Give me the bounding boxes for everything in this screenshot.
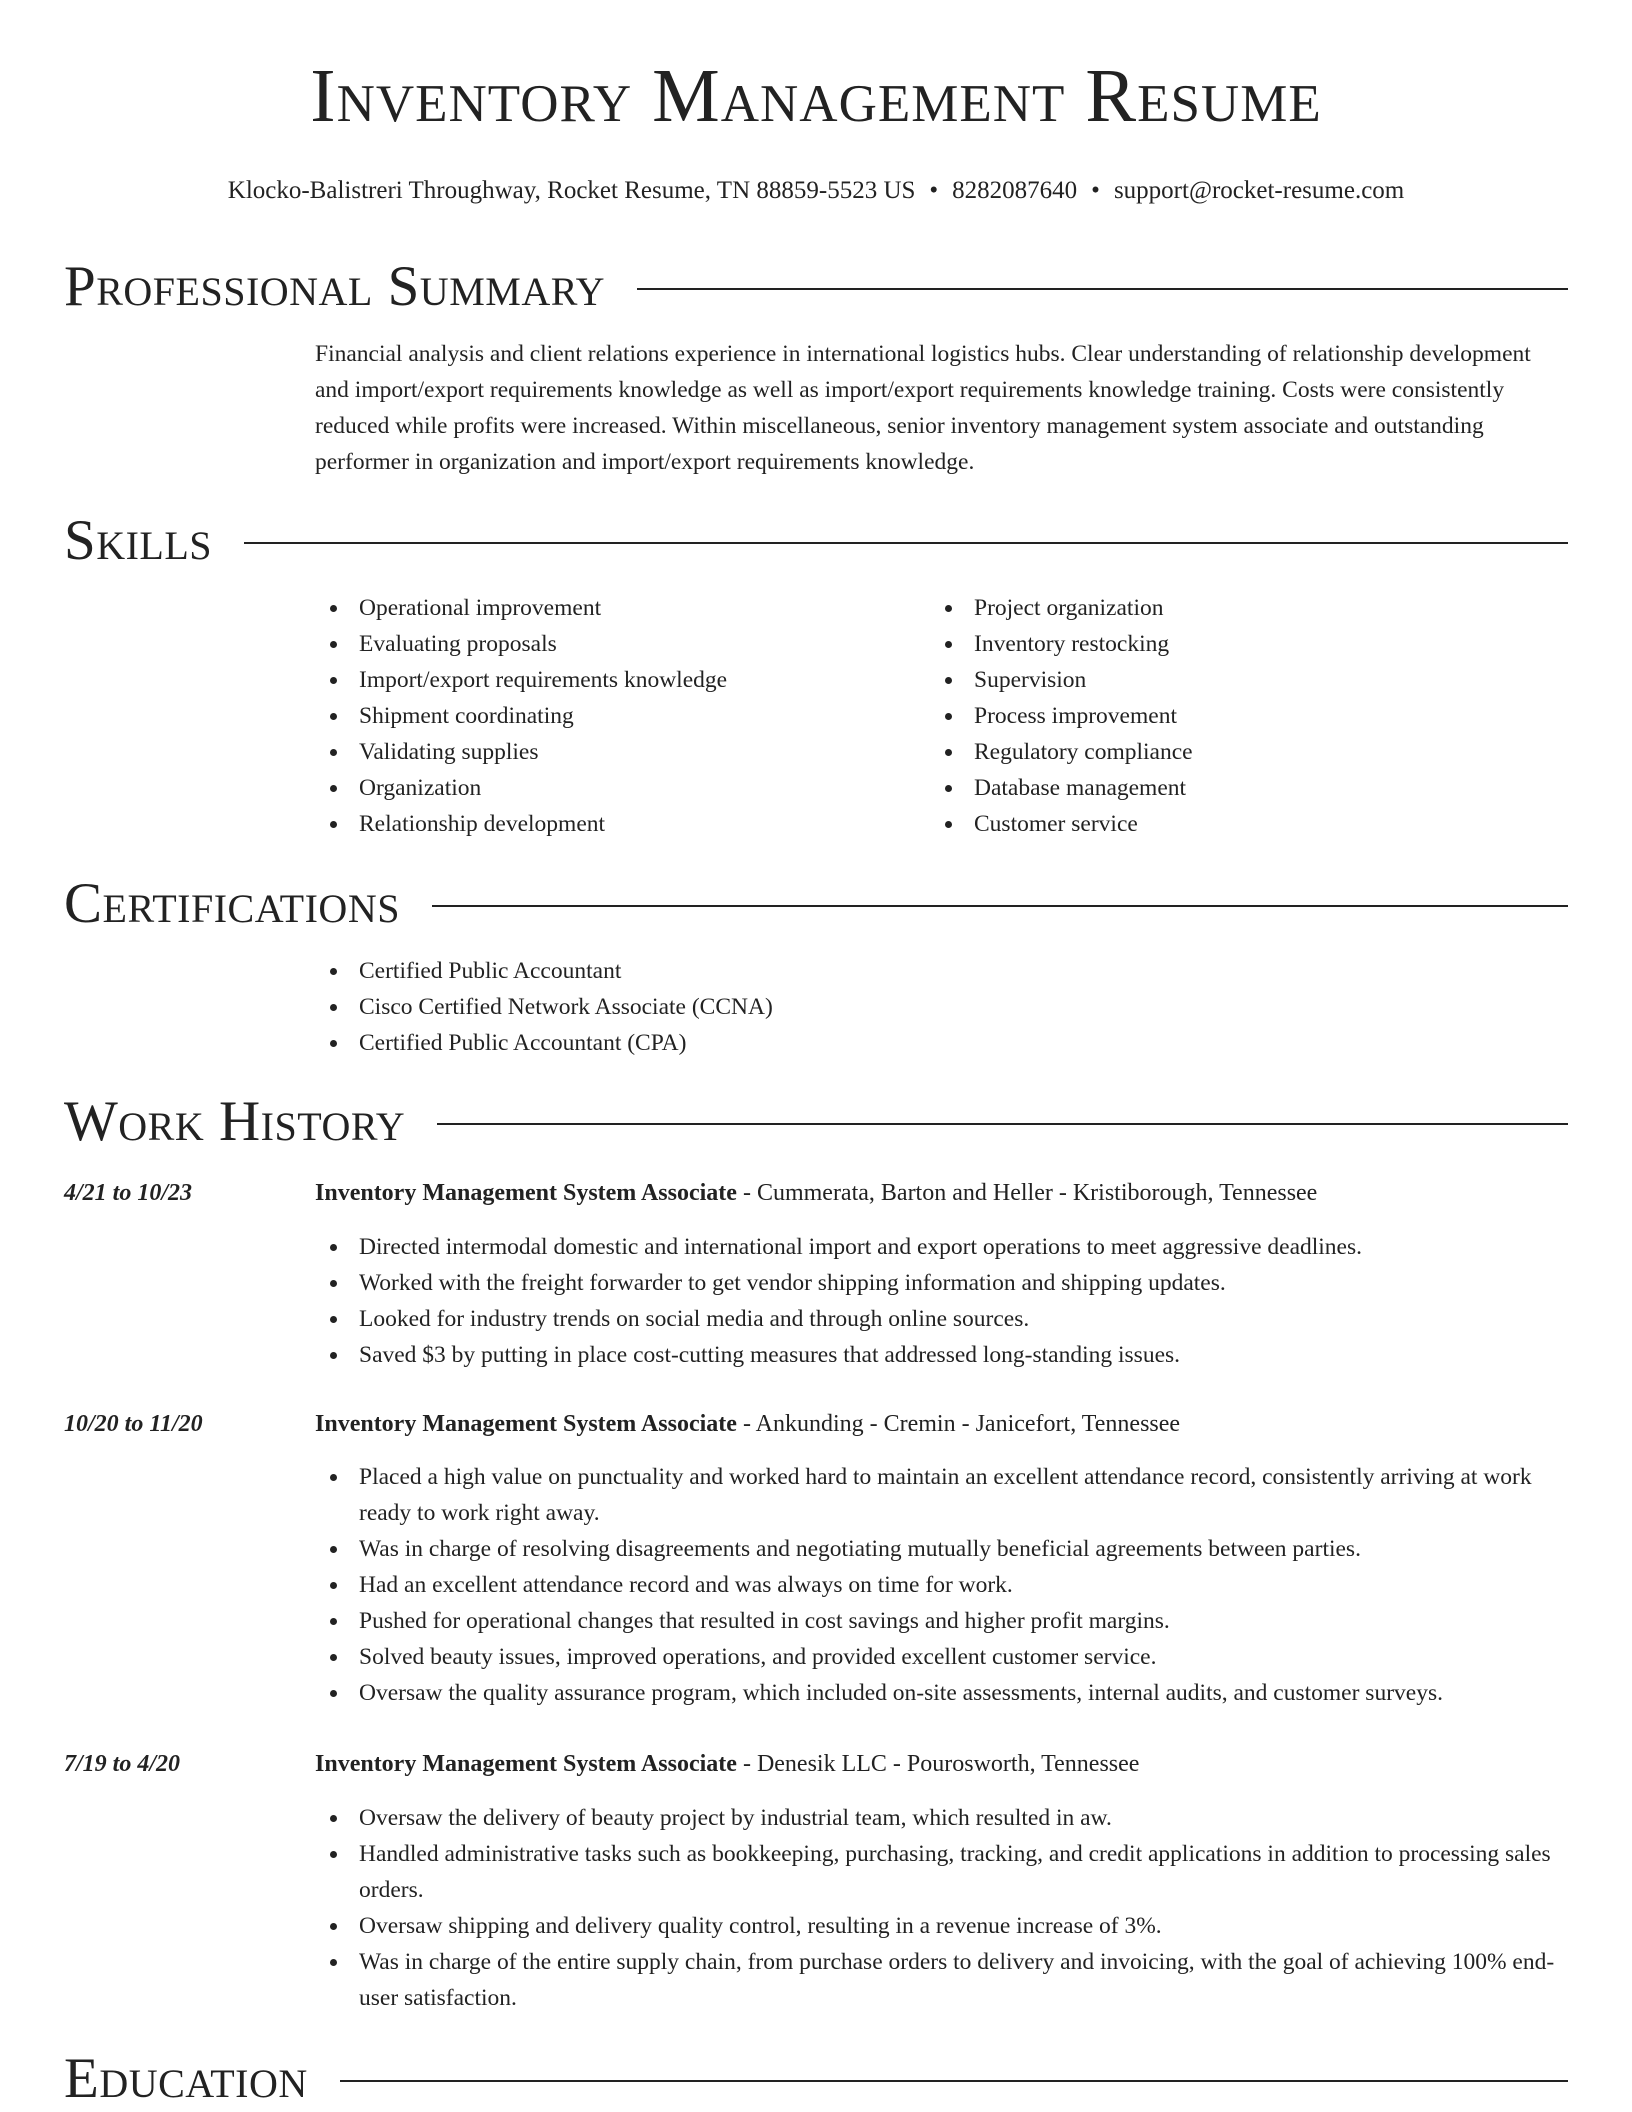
job-bullet-item: Worked with the freight forwarder to get vendor shipping information and shipping updates. (315, 1265, 1567, 1301)
summary-section-header (64, 255, 1568, 318)
job-bullets-block (315, 1800, 1567, 2016)
contact-separator: • (929, 177, 939, 204)
skills-section-header (64, 509, 1568, 572)
job-bullets (315, 1459, 1567, 1711)
summary-text: Financial analysis and client relations experience in international logistics hubs. Clear understanding of relationship development and import/export requirements knowledge as well as import/export requirements knowledge training. Costs were consistently reduced while profits were increased. Within miscellaneous, senior inventory management system associate and outstanding performer in organization and import/export requirements knowledge. (315, 341, 1531, 475)
skill-item: Import/export requirements knowledge (315, 662, 915, 698)
job-bullet-item: Saved $3 by putting in place cost-cutting measures that addressed long-standing issues. (315, 1337, 1567, 1373)
skill-item: Project organization (930, 590, 1530, 626)
resume-title: Inventory Management Resume (310, 54, 1322, 138)
job-dates: 7/19 to 4/20 (64, 1751, 181, 1777)
job-header (315, 1746, 1575, 1782)
skill-item: Evaluating proposals (315, 626, 915, 662)
job-bullet-item: Directed intermodal domestic and international import and export operations to meet aggressive deadlines. (315, 1229, 1567, 1265)
skill-item: Regulatory compliance (930, 734, 1530, 770)
job-bullet-item: Solved beauty issues, improved operations, and provided excellent customer service. (315, 1639, 1567, 1675)
certifications-list (315, 953, 1515, 1061)
job-bullets-block (315, 1229, 1567, 1373)
job-bullet-item: Oversaw the quality assurance program, which included on-site assessments, internal audits, and customer surveys. (315, 1675, 1567, 1711)
job-bullet-item: Was in charge of the entire supply chain, from purchase orders to delivery and invoicing, with the goal of achieving 100% end-user satisfaction. (315, 1944, 1567, 2016)
section-divider (340, 2080, 1568, 2082)
contact-separator: • (1091, 177, 1100, 204)
job-dates: 10/20 to 11/20 (64, 1411, 203, 1437)
skill-item: Supervision (930, 662, 1530, 698)
section-divider (437, 1123, 1568, 1125)
certifications-heading: Certifications (64, 872, 400, 935)
job-bullets (315, 1229, 1567, 1373)
contact-line (0, 176, 1632, 206)
job-dates: 4/21 to 10/23 (64, 1180, 193, 1206)
job-bullets-block (315, 1459, 1567, 1711)
job-bullet-item: Oversaw the delivery of beauty project by industrial team, which resulted in aw. (315, 1800, 1567, 1836)
job-bullet-item: Looked for industry trends on social media and through online sources. (315, 1301, 1567, 1337)
job-bullet-item: Oversaw shipping and delivery quality control, resulting in a revenue increase of 3%. (315, 1908, 1567, 1944)
job-bullet-item: Handled administrative tasks such as bookkeeping, purchasing, tracking, and credit applications in addition to processing sales orders. (315, 1836, 1567, 1908)
job-title: Inventory Management System Associate (315, 1180, 737, 1206)
skills-column-right (930, 590, 1530, 842)
education-heading: Education (64, 2047, 308, 2110)
work-section-header (64, 1090, 1568, 1153)
skill-item: Inventory restocking (930, 626, 1530, 662)
summary-heading: Professional Summary (64, 255, 606, 318)
contact-phone: 8282087640 (952, 177, 1078, 204)
education-section-header (64, 2047, 1568, 2110)
job-title: Inventory Management System Associate (315, 1751, 737, 1777)
section-divider (637, 288, 1568, 290)
job-bullets (315, 1800, 1567, 2016)
certifications-section-header (64, 872, 1568, 935)
job-bullet-item: Placed a high value on punctuality and worked hard to maintain an excellent attendance record, consistently arriving at work ready to work right away. (315, 1459, 1567, 1531)
skill-item: Shipment coordinating (315, 698, 915, 734)
certification-item: Cisco Certified Network Associate (CCNA) (315, 989, 1515, 1025)
certification-item: Certified Public Accountant (315, 953, 1515, 989)
skill-item: Customer service (930, 806, 1530, 842)
certification-item: Certified Public Accountant (CPA) (315, 1025, 1515, 1061)
skill-item: Database management (930, 770, 1530, 806)
job-bullet-item: Had an excellent attendance record and was always on time for work. (315, 1567, 1567, 1603)
job-header (315, 1175, 1575, 1211)
skill-item: Relationship development (315, 806, 915, 842)
skills-list-left (315, 590, 915, 842)
job-details: - Denesik LLC - Pourosworth, Tennessee (736, 1751, 1140, 1777)
job-details: - Cummerata, Barton and Heller - Kristiborough, Tennessee (736, 1180, 1318, 1206)
job-bullet-item: Was in charge of resolving disagreements and negotiating mutually beneficial agreements between parties. (315, 1531, 1567, 1567)
contact-address: Klocko-Balistreri Throughway, Rocket Resume, TN 88859-5523 US (227, 177, 916, 204)
job-bullet-item: Pushed for operational changes that resulted in cost savings and higher profit margins. (315, 1603, 1567, 1639)
certifications-block (315, 953, 1515, 1061)
section-divider (432, 905, 1568, 907)
skills-list-right (930, 590, 1530, 842)
contact-email: support@rocket-resume.com (1113, 177, 1405, 204)
skill-item: Organization (315, 770, 915, 806)
skill-item: Operational improvement (315, 590, 915, 626)
job-header (315, 1406, 1575, 1442)
job-title: Inventory Management System Associate (315, 1411, 737, 1437)
skill-item: Validating supplies (315, 734, 915, 770)
skills-heading: Skills (64, 509, 213, 572)
work-heading: Work History (64, 1090, 406, 1153)
section-divider (244, 542, 1568, 544)
skills-column-left (315, 590, 915, 842)
job-details: - Ankunding - Cremin - Janicefort, Tennessee (736, 1411, 1181, 1437)
skill-item: Process improvement (930, 698, 1530, 734)
